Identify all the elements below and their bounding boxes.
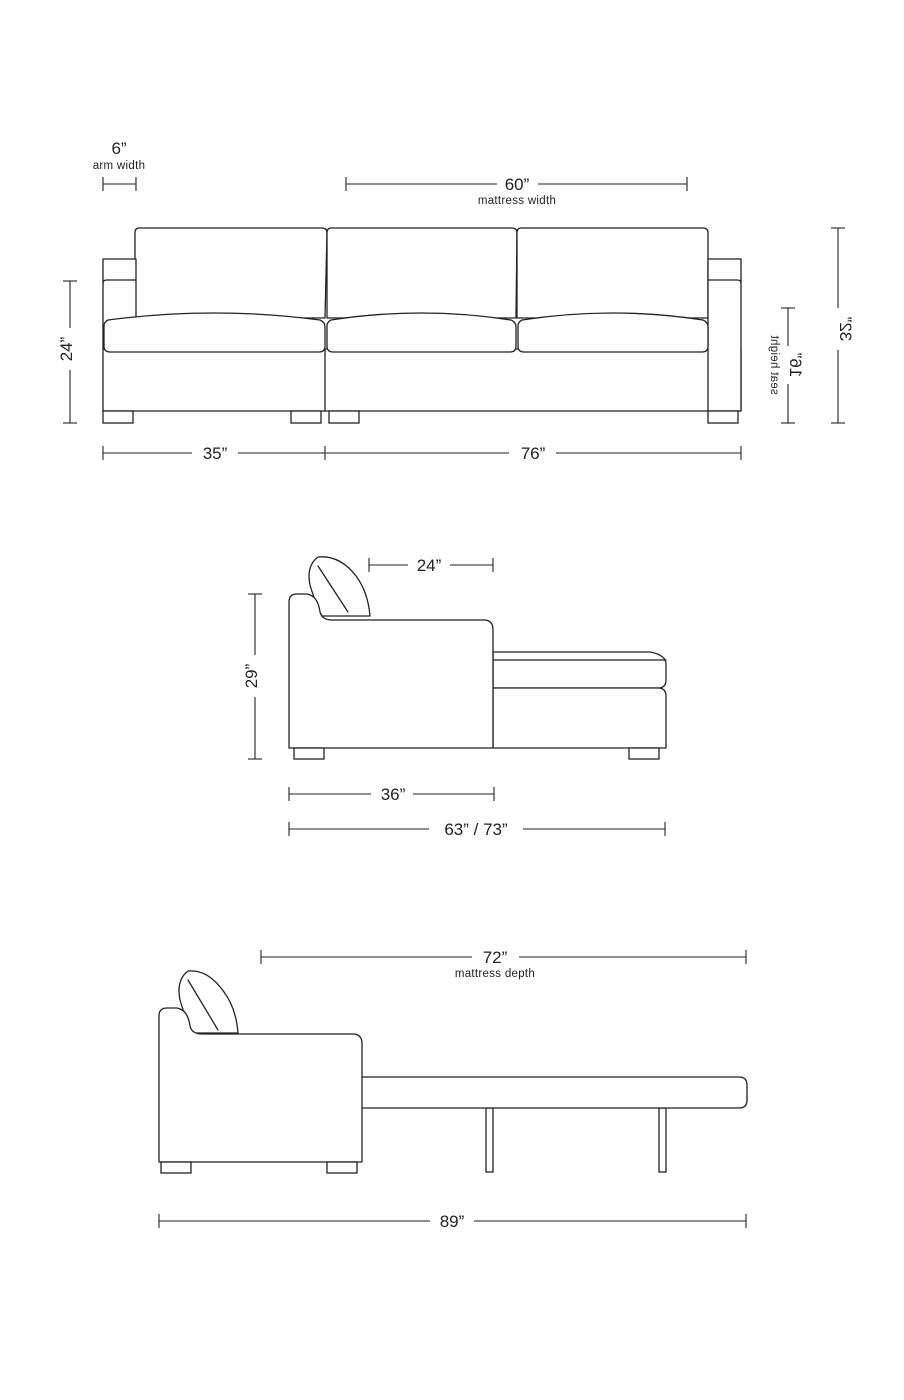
side-total-depth-value: 63” / 73” (444, 820, 508, 839)
front-leg-2 (291, 411, 321, 423)
front-leg-4 (708, 411, 738, 423)
open-total-depth-value: 89” (439, 1212, 465, 1231)
bed-sofa-leg-2 (327, 1162, 357, 1173)
back-cushion-middle (327, 228, 517, 318)
front-view (103, 228, 741, 423)
seat-height-label: seat height (768, 335, 780, 395)
left-section-width-value: 35” (202, 444, 228, 463)
side-body (289, 594, 493, 748)
sofa-base (103, 349, 741, 411)
bed-leg-2 (659, 1108, 666, 1172)
side-height-value: 29” (242, 663, 261, 689)
mattress-width-label: mattress width (477, 195, 557, 207)
bed-leg-1 (486, 1108, 493, 1172)
seat-height-value: 16” (786, 352, 805, 378)
seat-cushion-left (104, 313, 325, 352)
bed-sofa-body (159, 1008, 362, 1162)
arm-height-value: 24” (57, 336, 76, 362)
front-leg-3 (329, 411, 359, 423)
right-section-width-value: 76” (520, 444, 546, 463)
total-height-value: 32” (836, 316, 855, 342)
bed-mattress (355, 1077, 747, 1108)
mattress-depth-value: 72” (482, 948, 508, 967)
mattress-depth-label: mattress depth (454, 968, 536, 980)
open-bed-view (159, 971, 747, 1173)
arm-width-value: 6” (111, 139, 127, 158)
seat-cushion-middle (327, 313, 516, 352)
base-depth-value: 36” (380, 785, 406, 804)
right-arm (708, 259, 741, 411)
front-leg-1 (103, 411, 133, 423)
seat-cushion-right (518, 313, 708, 352)
arm-width-label: arm width (92, 160, 146, 172)
side-view (289, 557, 666, 759)
bed-sofa-leg-1 (161, 1162, 191, 1173)
back-cushion-right (517, 228, 708, 318)
mattress-width-value: 60” (504, 175, 530, 194)
side-leg-2 (629, 748, 659, 759)
back-cushion-left (135, 228, 327, 318)
chaise-cushion (493, 652, 666, 688)
chaise-base (493, 688, 666, 748)
seat-depth-value: 24” (416, 556, 442, 575)
side-leg-1 (294, 748, 324, 759)
